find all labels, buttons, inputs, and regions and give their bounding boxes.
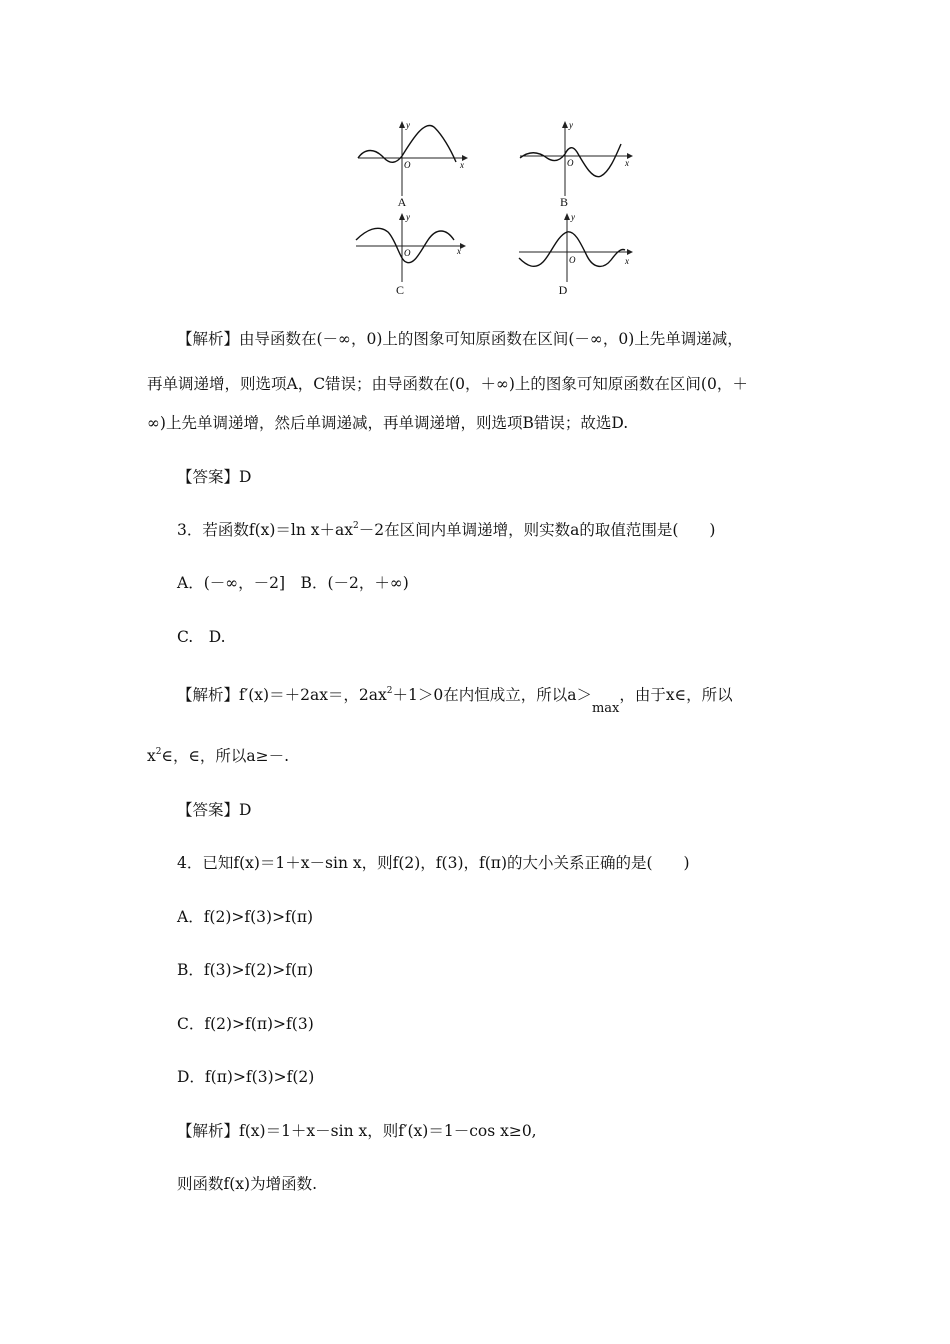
graph-a-caption: A	[397, 195, 407, 209]
q2-analysis-line-2: 再单调递增，则选项A，C错误；由导函数在(0，＋∞)上的图象可知原函数在区间(0，＋	[147, 375, 748, 393]
graph-b-origin-label: O	[567, 158, 574, 168]
q3-options-ab: A．(－∞，－2] B．(－2，＋∞)	[177, 574, 409, 592]
graph-d-origin-label: O	[569, 255, 576, 265]
graph-b-x-label: x	[625, 158, 629, 168]
q3-analysis-max-subscript: max	[591, 701, 620, 716]
q3-analysis2-sup: 2	[155, 747, 162, 757]
q3-analysis-mid: ＋1＞0在内恒成立，所以a＞	[392, 686, 592, 704]
q4-option-a: A．f(2)>f(3)>f(π)	[177, 908, 314, 926]
q3-analysis-line-2	[147, 744, 810, 766]
q3-analysis2-post: ∈，∈，所以a≥－.	[161, 747, 290, 765]
graph-c-origin-label: O	[404, 248, 411, 258]
q3-options-cd: C. D.	[177, 628, 226, 646]
q4-analysis-line-2: 则函数f(x)为增函数.	[177, 1175, 318, 1193]
q3-stem-pre: 3．若函数f(x)＝ln x＋ax	[177, 521, 354, 539]
q3-analysis-pre: 【解析】f′(x)＝＋2ax＝，2ax	[177, 686, 387, 704]
q3-answer: 【答案】D	[177, 801, 252, 819]
derivative-graphs-figure	[350, 118, 640, 303]
q4-analysis-line-1: 【解析】f(x)＝1＋x－sin x，则f′(x)＝1－cos x≥0,	[177, 1122, 537, 1140]
graph-d-x-label: x	[625, 256, 629, 266]
graph-d	[515, 210, 640, 285]
graph-c-caption: C	[395, 283, 404, 297]
q3-analysis-line-1	[177, 683, 810, 716]
graph-c	[350, 210, 480, 285]
q3-stem	[177, 518, 810, 540]
graph-a-origin-label: O	[404, 160, 411, 170]
q4-option-d: D．f(π)>f(3)>f(2)	[177, 1068, 315, 1086]
graph-d-y-label: y	[571, 212, 575, 222]
graph-a-y-label: y	[406, 120, 410, 130]
q2-answer: 【答案】D	[177, 468, 252, 486]
q3-analysis2-pre: x	[147, 747, 156, 765]
q3-analysis-post: ，由于x∈，所以	[619, 686, 733, 704]
graph-a-x-label: x	[460, 160, 464, 170]
q3-stem-sup: 2	[353, 521, 359, 531]
graph-b-y-label: y	[569, 120, 573, 130]
q3-stem-post: －2在区间内单调递增，则实数a的取值范围是( )	[358, 521, 716, 539]
graph-a	[350, 118, 480, 198]
graph-b	[515, 118, 640, 198]
graph-c-y-label: y	[406, 212, 410, 222]
q2-analysis-line-3: ∞)上先单调递增，然后单调递减，再单调递增，则选项B错误；故选D.	[147, 414, 629, 432]
q4-option-c: C．f(2)>f(π)>f(3)	[177, 1015, 314, 1033]
graph-b-caption: B	[559, 195, 568, 209]
q4-option-b: B．f(3)>f(2)>f(π)	[177, 961, 314, 979]
q3-analysis-sup: 2	[386, 686, 393, 696]
graph-d-caption: D	[558, 283, 568, 297]
q4-stem: 4．已知f(x)＝1＋x－sin x，则f(2)，f(3)，f(π)的大小关系正确的是( )	[177, 854, 690, 872]
graph-c-x-label: x	[457, 246, 461, 256]
q2-analysis-line-1: 【解析】由导函数在(－∞，0)上的图象可知原函数在区间(－∞，0)上先单调递减，	[177, 330, 743, 348]
